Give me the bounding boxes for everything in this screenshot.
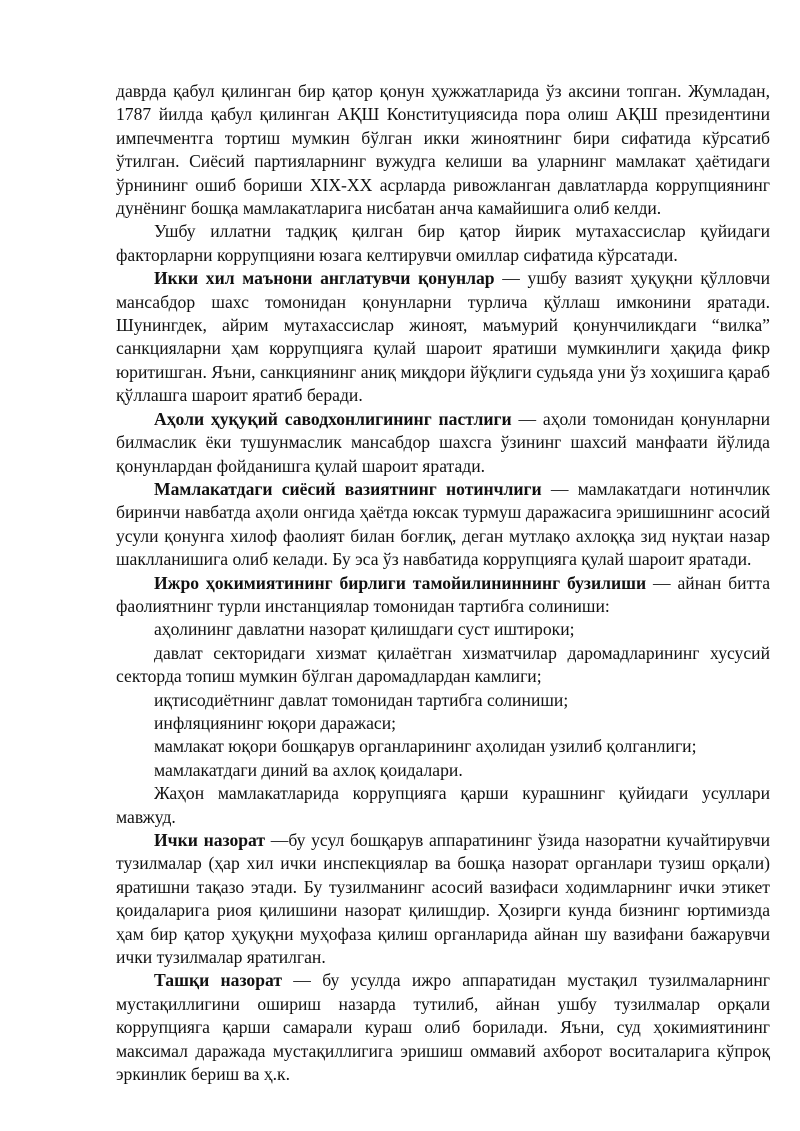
definition-internal-control: —бу усул бошқарув аппаратининг ўзида назоратни кучайтирувчи тузилмалар (ҳар хил ички инспекциялар ва бошқа назорат органлари тузиш орқали) яратишни тақазо этади. Бу тузилманинг асосий вазифаси ходимларнинг ички этикет қоидаларига риоя қилишини назорат қилишдир. Ҳозирги кунда бизнинг юртимизда ҳам бир қатор ҳуқуқни муҳофаза қилиш органларида айнан шу вазифани бажарувчи ички тузилмалар яратилган.: [116, 830, 770, 968]
paragraph-continuation: даврда қабул қилинган бир қатор қонун ҳужжатларида ўз аксини топган. Жумладан, 1787 йилда қабул қилинган АҚШ Конституциясида пора олиш АҚШ президентини импечментга тортиш мумкин бўлган икки жиноятнинг бири сифатида кўрсатиб ўтилган. Сиёсий партияларнинг вужудга келиши ва уларнинг мамлакат ҳаётидаги ўрнининг ошиб бориши XIX-XX асрларда ривожланган давлатларда коррупциянинг дунёнинг бошқа мамлакатларига нисбатан анча камайишига олиб келди.: [116, 81, 770, 219]
paragraph-internal-control: [116, 829, 770, 969]
term-internal-control: Ички назорат: [154, 830, 266, 850]
paragraph-external-control: [116, 969, 770, 1086]
definition-external-control: — бу усулда ижро аппаратидан мустақил тузилмаларнинг мустақиллигини ошириш назарда тутилиб, айнан ушбу тузилмалар орқали коррупцияга қарши самарали кураш олиб борилади. Яъни, суд ҳокимиятининг максимал даражада мустақиллигига эришиш оммавий ахборот воситаларига кўпроқ эркинлик бериш ва ҳ.к.: [116, 970, 770, 1085]
list-item: давлат секторидаги хизмат қилаётган хизматчилар даромадларининг хусусий секторда топиш мумкин бўлган даромадлардан камлиги;: [116, 642, 770, 687]
list-item: мамлакат юқори бошқарув органларининг аҳолидан узилиб қолганлиги;: [154, 736, 697, 757]
paragraph-ambiguous-laws: [116, 267, 770, 407]
list-item: иқтисодиётнинг давлат томонидан тартибга солиниши;: [154, 689, 569, 710]
list-item: мамлакатдаги диний ва ахлоқ қоидалари.: [154, 759, 463, 780]
term-executive-unity: Ижро ҳокимиятининг бирлиги тамойилининнинг бузилиши: [154, 572, 647, 593]
paragraph-methods-intro: Жаҳон мамлакатларида коррупцияга қарши курашнинг қуйидаги усуллари мавжуд.: [116, 783, 770, 827]
paragraph-executive-unity: [116, 572, 770, 619]
list-item: инфляциянинг юқори даражаси;: [154, 712, 396, 733]
definition-legal-literacy: — аҳоли томонидан қонунларни билмаслик ёки тушунмаслик мансабдор шахсга ўзининг шахсий манфаати йўлида қонунлардан фойданишга қулай шароит яратади.: [116, 408, 770, 476]
definition-ambiguous-laws: — ушбу вазият ҳуқуқни қўлловчи мансабдор шахс томонидан қонунларни турлича қўллаш имконини яратади. Шунингдек, айрим мутахассислар жиноят, маъмурий қонунчиликдаги “вилка” санкцияларни ҳам коррупцияга қулай шароит яратиши мумкинлиги ҳақида фикр юритишган. Яъни, санкциянинг аниқ миқдори йўқлиги судьяда уни ўз хоҳишига қараб қўллашга шароит яратиб беради.: [116, 268, 770, 406]
document-page: [116, 80, 770, 1086]
paragraph-legal-literacy: [116, 408, 770, 478]
definition-political-instability: — мамлакатдаги нотинчлик биринчи навбатда аҳоли онгида ҳаётда юксак турмуш даражасига эришишнинг асосий усули қонунга хилоф фаолият билан боғлиқ, деган мутлақо ахлоққа зид нуқтаи назар шаклланишига олиб келади. Бу эса ўз навбатида коррупцияга қулай шароит яратади.: [116, 478, 770, 570]
definition-executive-unity: — айнан битта фаолиятнинг турли инстанциялар томонидан тартибга солиниши:: [116, 572, 770, 616]
paragraph-factors-intro: Ушбу иллатни тадқиқ қилган бир қатор йирик мутахассислар қуйидаги факторларни коррупцияни юзага келтирувчи омиллар сифатида кўрсатади.: [116, 221, 770, 265]
term-ambiguous-laws: Икки хил маънони англатувчи қонунлар: [154, 268, 495, 289]
list-item: аҳолининг давлатни назорат қилишдаги суст иштироки;: [154, 619, 575, 640]
term-political-instability: Мамлакатдаги сиёсий вазиятнинг нотинчлиги: [154, 478, 542, 499]
term-external-control: Ташқи назорат: [154, 970, 282, 991]
term-legal-literacy: Аҳоли ҳуқуқий саводхонлигининг пастлиги: [154, 408, 512, 429]
paragraph-political-instability: [116, 478, 770, 572]
